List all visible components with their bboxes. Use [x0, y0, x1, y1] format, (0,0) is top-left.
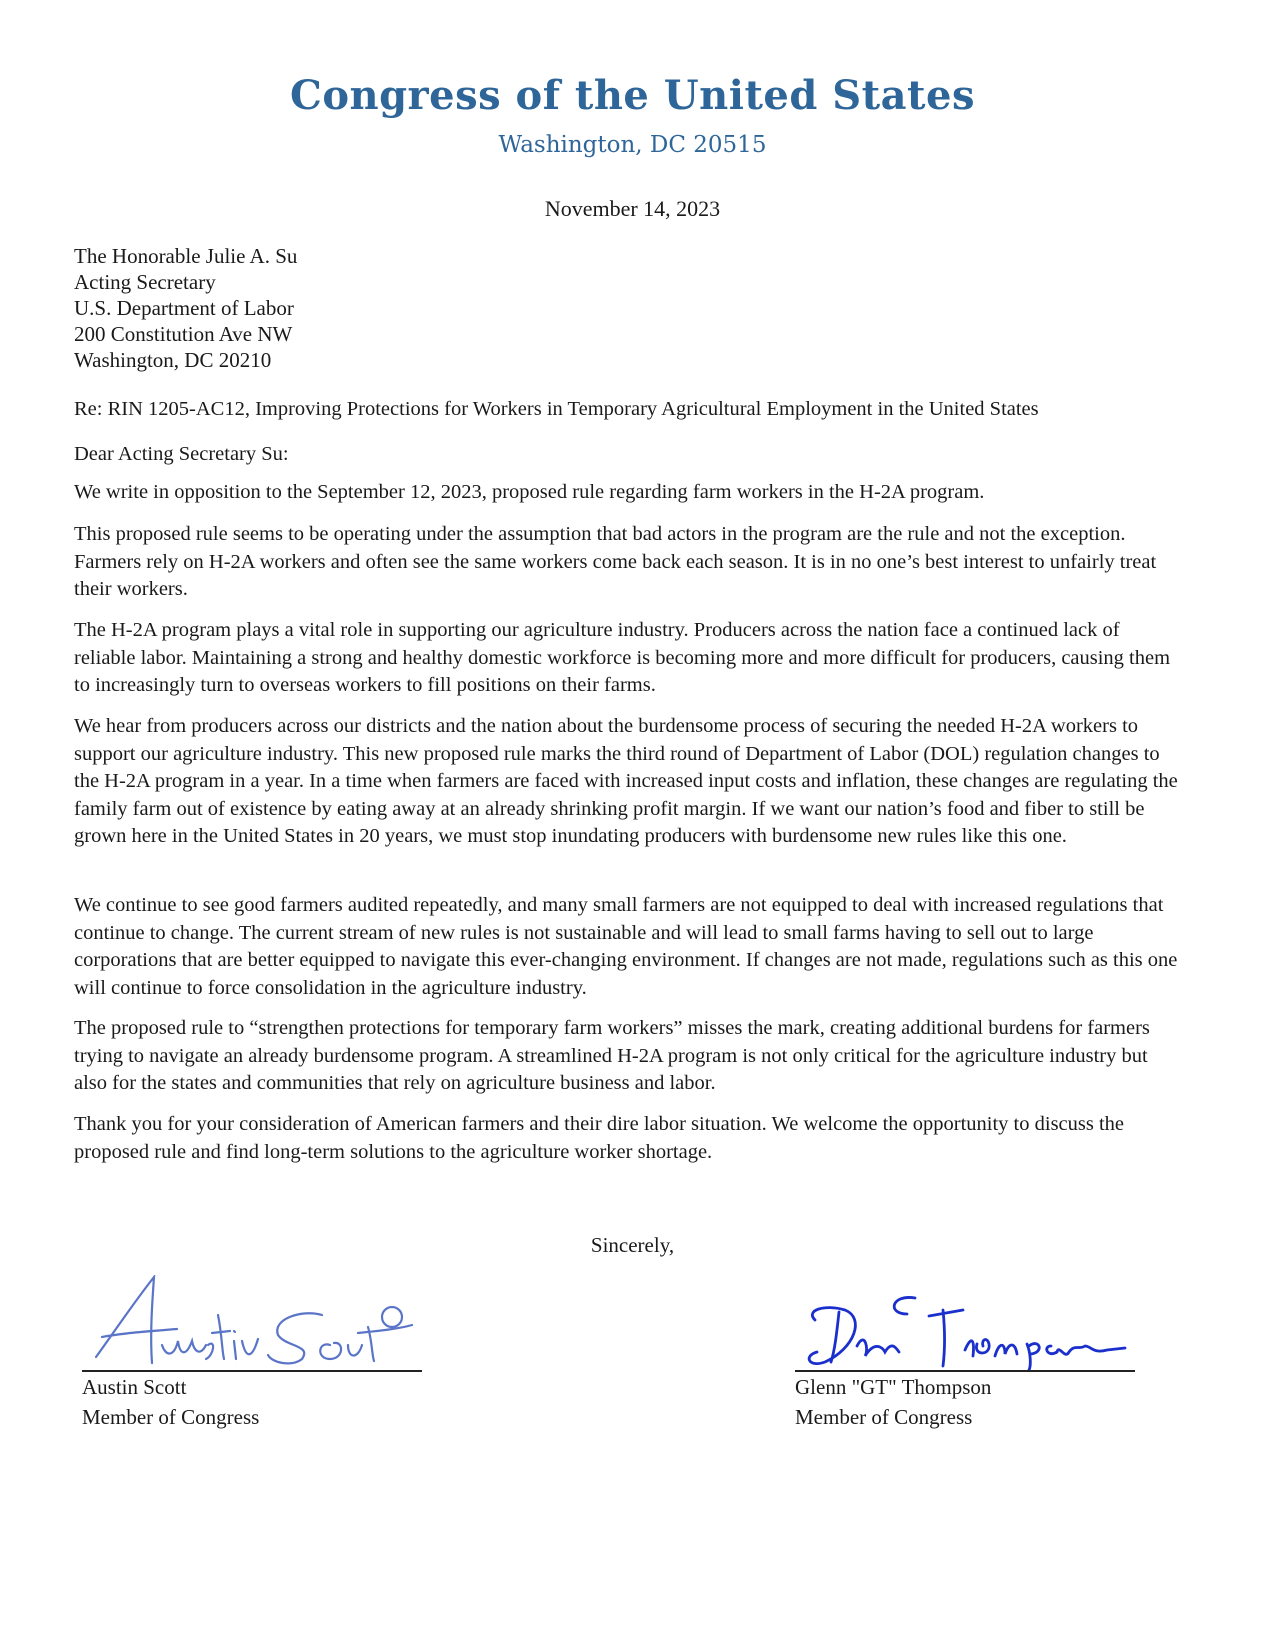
salutation: Dear Acting Secretary Su: [74, 443, 289, 465]
body-paragraph: We write in opposition to the September 12, 2023, proposed rule regarding farm workers in the H-2A program. [74, 481, 985, 503]
body-paragraph: We hear from producers across our districts and the nation about the burdensome process of securing the needed H-2A workers to support our agriculture industry. This new proposed rule marks the third round of Department of Labor (DOL) regulation changes to the H-2A program in a year. In a time when farmers are faced with increased input costs and inflation, these changes are regulating the family farm out of existence by eating away at an already shrinking profit margin. If we want our nation’s food and fiber to still be grown here in the United States in 20 years, we must stop inundating producers with burdensome new rules like this one. [74, 715, 1178, 847]
body-paragraph: We continue to see good farmers audited repeatedly, and many small farmers are not equipped to deal with increased regulations that continue to change. The current stream of new rules is not sustainable and will lead to small farms having to sell out to large corporations that are better equipped to navigate this ever-changing environment. If changes are not made, regulations such as this one will continue to force consolidation in the agriculture industry. [74, 894, 1178, 999]
subject-line: Re: RIN 1205-AC12, Improving Protections for Workers in Temporary Agricultural Employment in the United States [74, 398, 1039, 420]
body-paragraph: This proposed rule seems to be operating under the assumption that bad actors in the program are the rule and not the exception. Farmers rely on H-2A workers and often see the same workers come back each season. It is in no one’s best interest to unfairly treat their workers. [74, 523, 1157, 600]
signatory-title: Member of Congress [82, 1405, 260, 1429]
letterhead-title: Congress of the United States [289, 72, 975, 119]
signature-block-austin-scott [82, 1275, 422, 1432]
signatory-name: Glenn "GT" Thompson [795, 1375, 992, 1399]
recipient-line: Acting Secretary [74, 270, 216, 294]
signature-austin-scott [82, 1275, 422, 1370]
signatory-title: Member of Congress [795, 1405, 973, 1429]
signatory-name: Austin Scott [82, 1375, 187, 1399]
body-paragraph: Thank you for your consideration of American farmers and their dire labor situation. We welcome the opportunity to discuss the proposed rule and find long-term solutions to the agriculture worker shortage. [74, 1113, 1125, 1163]
signature-block-glenn-thompson [795, 1290, 1135, 1432]
letterhead-subtitle: Washington, DC 20515 [498, 132, 767, 158]
recipient-line: The Honorable Julie A. Su [74, 244, 298, 268]
signature-glenn-thompson [795, 1290, 1135, 1370]
recipient-address [74, 243, 297, 373]
body-paragraph: The H-2A program plays a vital role in supporting our agriculture industry. Producers across the nation face a continued lack of reliable labor. Maintaining a strong and healthy domestic workforce is becoming more and more difficult for producers, causing them to increasingly turn to overseas workers to fill positions on their farms. [74, 619, 1171, 696]
recipient-line: U.S. Department of Labor [74, 296, 294, 320]
recipient-line: Washington, DC 20210 [74, 348, 272, 372]
closing: Sincerely, [590, 1233, 675, 1257]
recipient-line: 200 Constitution Ave NW [74, 322, 293, 346]
letter-date: November 14, 2023 [544, 196, 721, 221]
body-paragraph: The proposed rule to “strengthen protections for temporary farm workers” misses the mark, creating additional burdens for farmers trying to navigate an already burdensome program. A streamlined H-2A program is not only critical for the agriculture industry but also for the states and communities that rely on agriculture business and labor. [74, 1017, 1150, 1094]
